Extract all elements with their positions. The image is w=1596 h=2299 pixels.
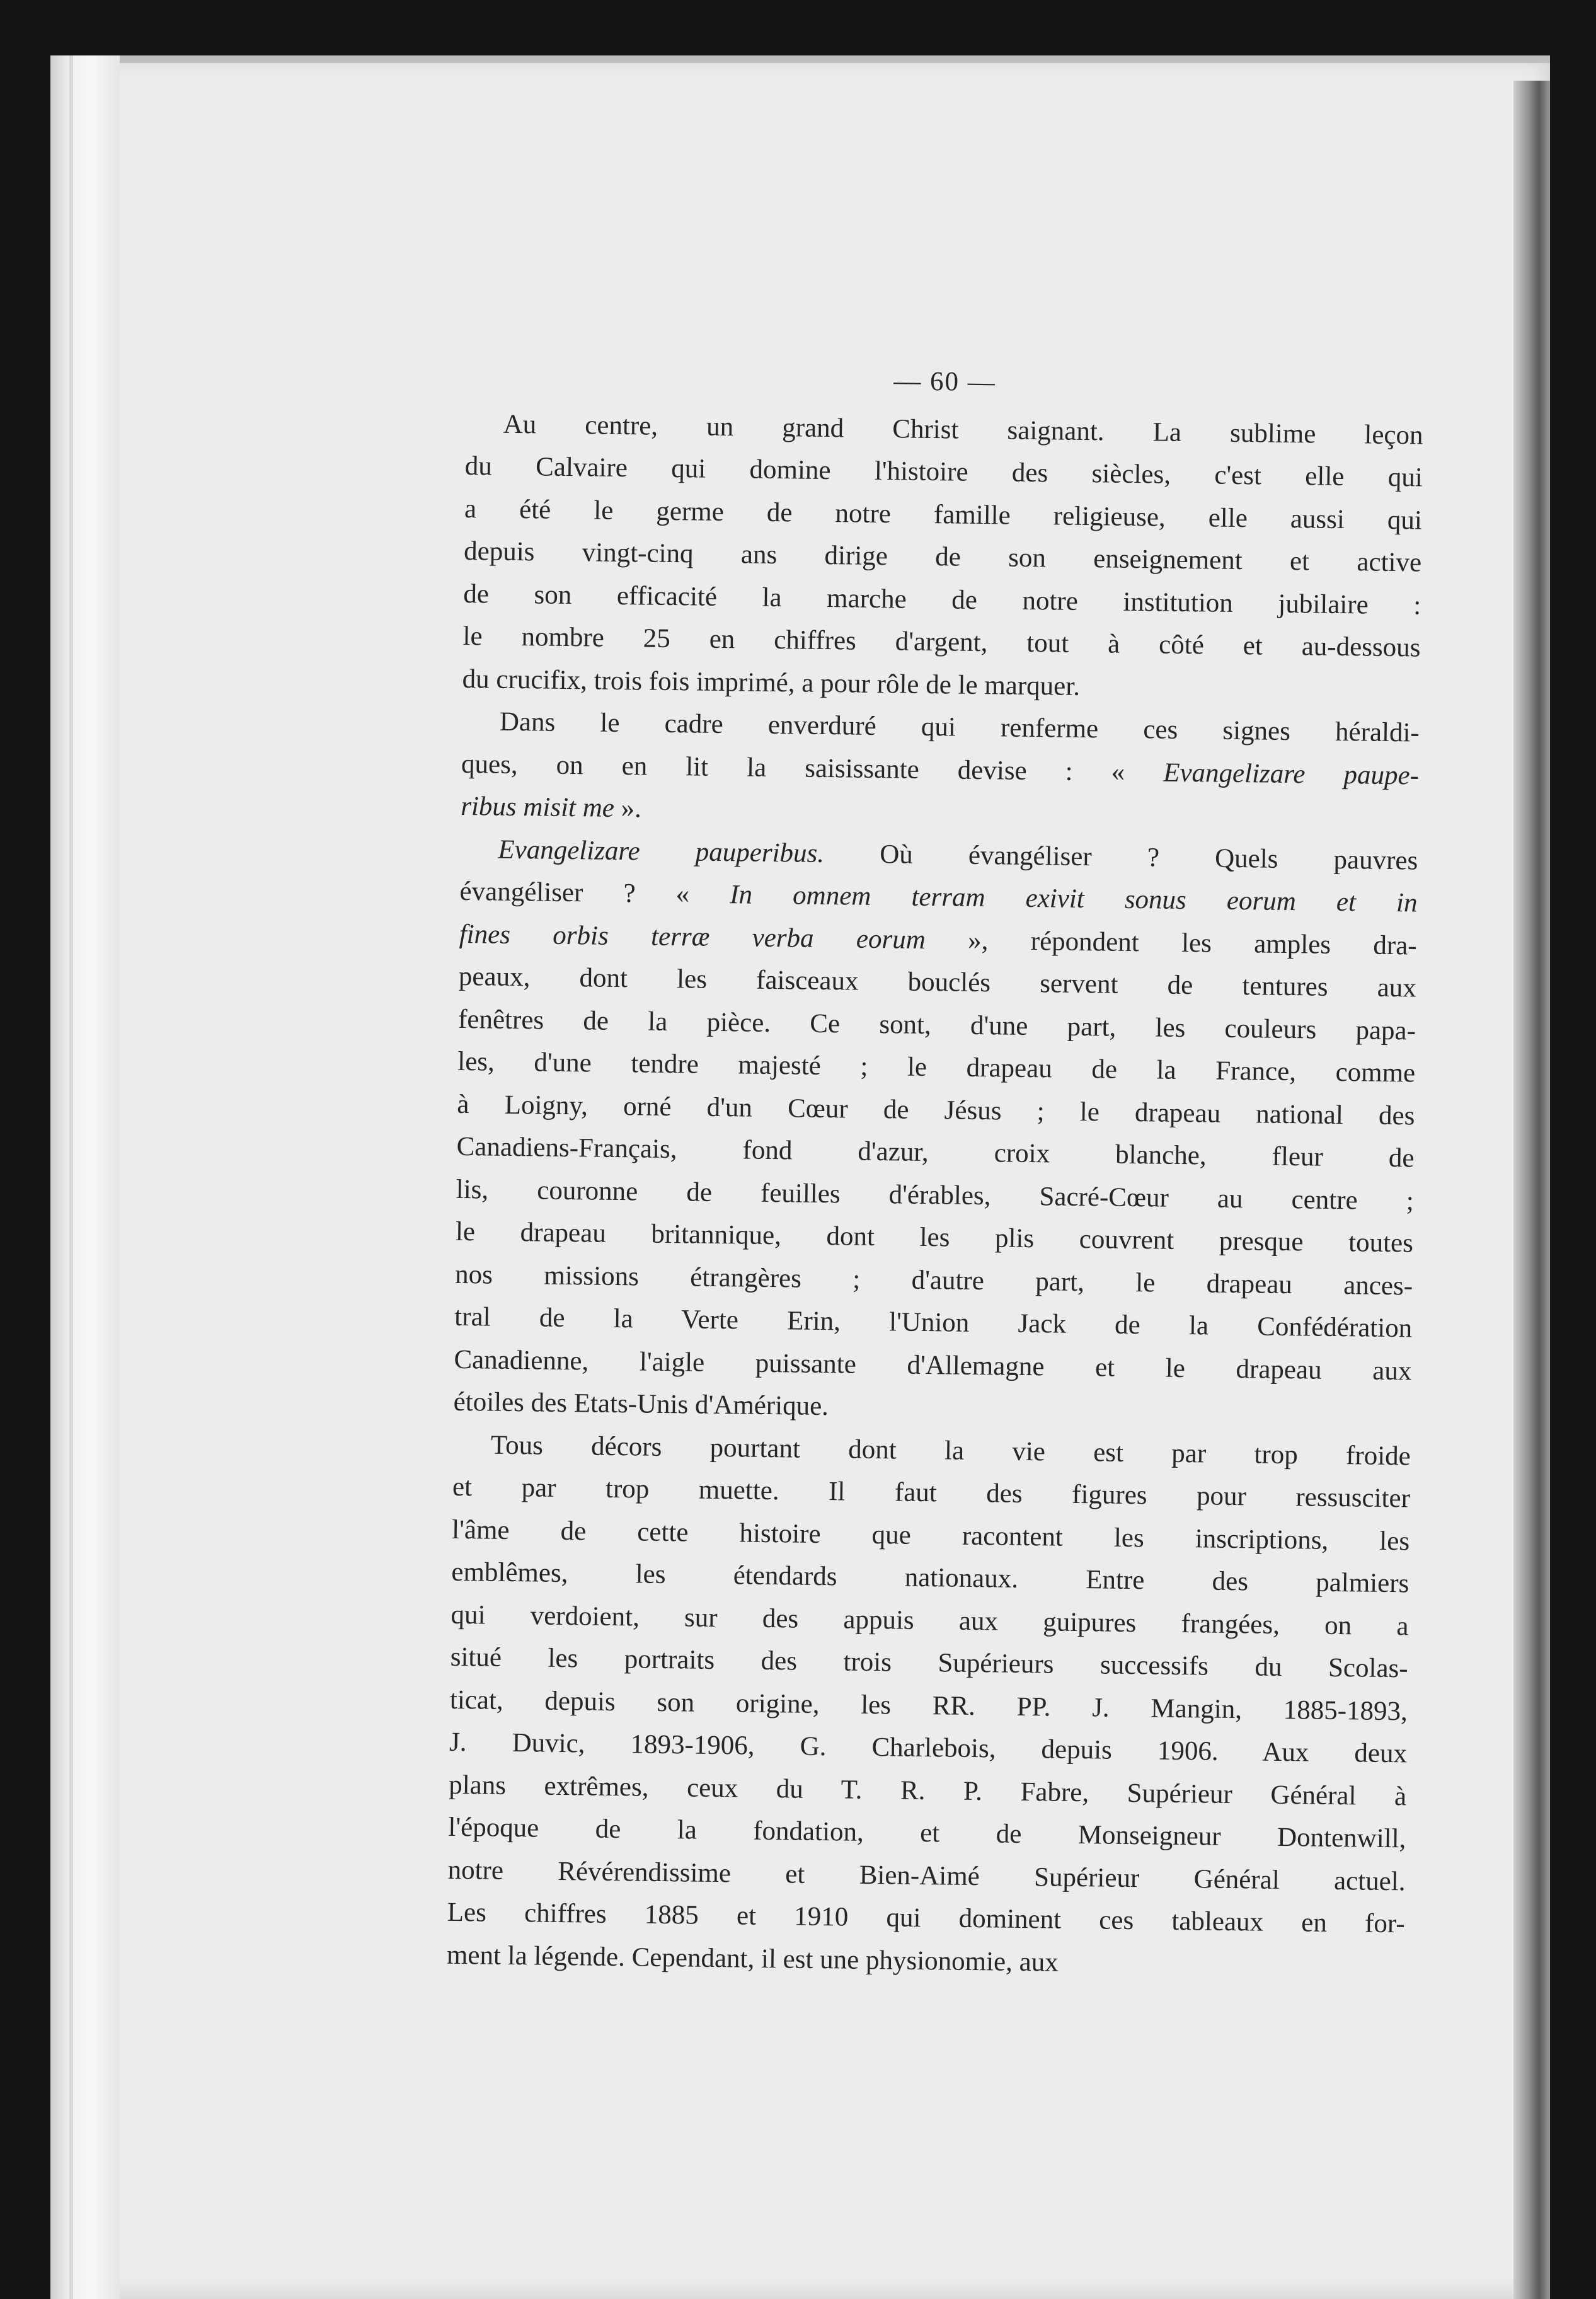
text-segment: ques, on en lit la saisissante devise : « (461, 749, 1164, 788)
text-segment: Tous décors pourtant dont la vie est par trop froide (490, 1430, 1411, 1471)
text-segment: Canadienne, l'aigle puissante d'Allemagne et le drapeau aux (454, 1344, 1412, 1386)
text-segment: de son efficacité la marche de notre institution jubilaire : (463, 579, 1421, 621)
italic-text: fines orbis terræ verba eorum (459, 919, 926, 955)
text-segment: depuis vingt-cinq ans dirige de son enseignement et active (463, 536, 1422, 578)
text-segment: et par trop muette. Il faut des figures pour ressusciter (452, 1472, 1411, 1514)
text-segment: étoiles des Etats-Unis d'Amérique. (453, 1386, 829, 1422)
text-segment: », répondent les amples dra- (925, 925, 1417, 960)
text-segment: situé les portraits des trois Supérieurs successifs du Scolas- (450, 1642, 1408, 1684)
book-page (50, 55, 1550, 2299)
text-segment: du crucifix, trois fois imprimé, a pour rôle de le marquer. (462, 664, 1081, 701)
text-segment: fenêtres de la pièce. Ce sont, d'une part, les couleurs papa- (457, 1004, 1416, 1046)
text-segment: Au centre, un grand Christ saignant. La sublime leçon (503, 409, 1423, 451)
text-segment: Canadiens-Français, fond d'azur, croix blanche, fleur de (456, 1131, 1415, 1173)
italic-text: In omnem terram exivit sonus eorum et in (729, 880, 1418, 918)
text-segment: Les chiffres 1885 et 1910 qui dominent ces tableaux en for- (447, 1897, 1405, 1939)
text-segment: peaux, dont les faisceaux bouclés servent de tentures aux (458, 961, 1417, 1003)
page-binding-edge (50, 55, 120, 2299)
page-text (447, 355, 1424, 1988)
text-segment: tral de la Verte Erin, l'Union Jack de la Confédération (454, 1301, 1413, 1344)
text-segment: du Calvaire qui domine l'histoire des siècles, c'est elle qui (464, 451, 1423, 493)
paragraph-3 (453, 827, 1418, 1434)
italic-text: Evangelizare pauperibus. (498, 834, 825, 868)
text-segment: le drapeau britannique, dont les plis couvrent presque toutes (455, 1216, 1414, 1259)
text-segment: emblêmes, les étendards nationaux. Entre des palmiers (451, 1557, 1409, 1599)
text-segment: à Loigny, orné d'un Cœur de Jésus ; le drapeau national des (457, 1089, 1415, 1131)
text-segment: nos missions étrangères ; d'autre part, le drapeau ances- (454, 1259, 1413, 1301)
text-segment: J. Duvic, 1893-1906, G. Charlebois, depuis 1906. Aux deux (449, 1727, 1408, 1769)
page-number: — 60 — (893, 366, 997, 398)
paragraph-4 (447, 1423, 1411, 1988)
paragraph-2 (461, 700, 1420, 839)
text-segment: ment la légende. Cependant, il est une physionomie, aux (446, 1940, 1059, 1978)
paragraph-1 (462, 402, 1423, 712)
italic-text: ribus misit me (460, 791, 615, 823)
text-segment: notre Révérendissime et Bien-Aimé Supérieur Général actuel. (447, 1855, 1406, 1896)
text-segment: l'âme de cette histoire que racontent les inscriptions, les (451, 1514, 1410, 1556)
text-segment: a été le germe de notre famille religieuse, elle aussi qui (464, 493, 1423, 536)
text-segment: Dans le cadre enverduré qui renferme ces signes héraldi- (499, 706, 1420, 748)
text-segment: Où évangéliser ? Quels pauvres (824, 838, 1418, 876)
text-segment: plans extrêmes, ceux du T. R. P. Fabre, Supérieur Général à (448, 1770, 1407, 1811)
text-segment: le nombre 25 en chiffres d'argent, tout à côté et au-dessous (462, 621, 1421, 663)
body-text (447, 402, 1423, 1988)
page-top-edge (50, 55, 1550, 63)
text-segment: les, d'une tendre majesté ; le drapeau de la France, comme (457, 1046, 1416, 1088)
page-fore-edge-shadow (1513, 81, 1550, 2299)
text-segment: évangéliser ? « (459, 876, 730, 910)
text-segment: ticat, depuis son origine, les RR. PP. J. Mangin, 1885-1893, (449, 1685, 1408, 1726)
text-segment: qui verdoient, sur des appuis aux guipures frangées, on a (451, 1599, 1409, 1641)
text-segment: lis, couronne de feuilles d'érables, Sacré-Cœur au centre ; (456, 1174, 1414, 1216)
text-segment: ». (614, 793, 642, 824)
italic-text: Evangelizare paupe- (1163, 758, 1420, 791)
text-segment: l'époque de la fondation, et de Monseigneur Dontenwill, (448, 1812, 1406, 1854)
